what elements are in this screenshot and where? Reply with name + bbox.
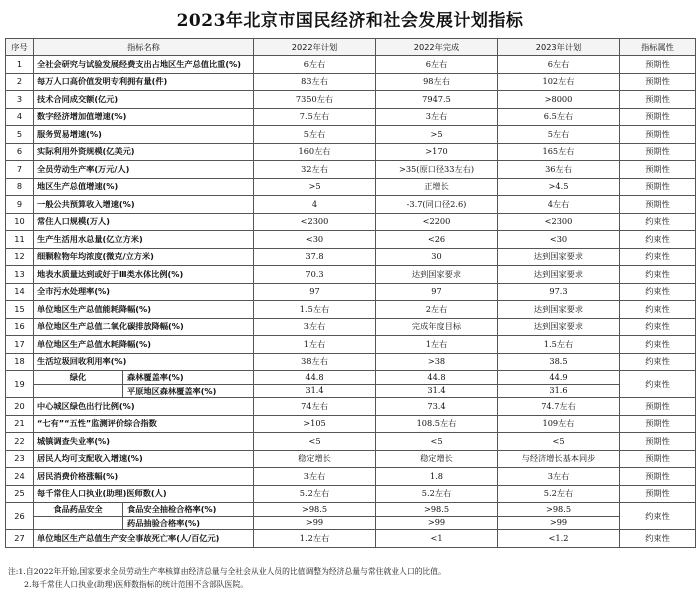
row-done-2022: >98.5 — [376, 503, 498, 517]
row-number: 26 — [6, 503, 34, 530]
table-row — [6, 398, 696, 416]
table-row — [6, 196, 696, 214]
row-plan-2023: 102左右 — [498, 73, 620, 91]
row-plan-2023: 5左右 — [498, 126, 620, 144]
row-attribute: 预期性 — [620, 161, 696, 179]
row-number: 25 — [6, 485, 34, 503]
row-sub-indicator-name: 平原地区森林覆盖率(%) — [122, 385, 253, 398]
row-indicator-name: 地区生产总值增速(%) — [34, 178, 254, 196]
row-indicator-name: 单位地区生产总值二氧化碳排放降幅(%) — [34, 318, 254, 336]
header-no: 序号 — [6, 39, 34, 56]
row-number: 22 — [6, 433, 34, 451]
table-row — [6, 143, 696, 161]
row-number: 1 — [6, 56, 34, 74]
row-attribute: 约束性 — [620, 353, 696, 371]
row-plan-2023: 3左右 — [498, 468, 620, 486]
row-attribute: 约束性 — [620, 503, 696, 530]
row-number: 5 — [6, 126, 34, 144]
table-row — [6, 213, 696, 231]
row-plan-2022: 70.3 — [254, 266, 376, 284]
row-attribute: 预期性 — [620, 56, 696, 74]
table-row — [6, 266, 696, 284]
row-number: 2 — [6, 73, 34, 91]
row-indicator-name: 每万人口高价值发明专利拥有量(件) — [34, 73, 254, 91]
row-attribute: 预期性 — [620, 91, 696, 109]
row-plan-2023: 达到国家要求 — [498, 301, 620, 319]
row-plan-2023: 4左右 — [498, 196, 620, 214]
row-indicator-name: 数字经济增加值增速(%) — [34, 108, 254, 126]
row-attribute: 约束性 — [620, 231, 696, 249]
row-plan-2022: 97 — [254, 283, 376, 301]
row-sub-indicator-name: 食品安全抽检合格率(%) — [122, 503, 253, 516]
row-indicator-name: 单位地区生产总值水耗降幅(%) — [34, 336, 254, 354]
row-plan-2022: 37.8 — [254, 248, 376, 266]
row-number: 6 — [6, 143, 34, 161]
table-row — [6, 384, 696, 398]
row-plan-2022: 31.4 — [254, 384, 376, 398]
row-done-2022: <1 — [376, 530, 498, 548]
header-name: 指标名称 — [34, 39, 254, 56]
row-indicator-name: 实际利用外资规模(亿美元) — [34, 143, 254, 161]
row-plan-2022: 7.5左右 — [254, 108, 376, 126]
row-attribute: 约束性 — [620, 248, 696, 266]
row-done-2022: <2200 — [376, 213, 498, 231]
row-plan-2022: 1左右 — [254, 336, 376, 354]
row-name-cell — [34, 371, 254, 385]
row-attribute: 约束性 — [620, 283, 696, 301]
row-plan-2022: 7350左右 — [254, 91, 376, 109]
row-done-2022: 31.4 — [376, 384, 498, 398]
row-indicator-name: “七有”“五性”监测评价综合指数 — [34, 415, 254, 433]
row-plan-2022: 83左右 — [254, 73, 376, 91]
row-plan-2022: 5.2左右 — [254, 485, 376, 503]
row-number: 3 — [6, 91, 34, 109]
row-plan-2023: <1.2 — [498, 530, 620, 548]
row-done-2022: 3左右 — [376, 108, 498, 126]
page-title: 2023年北京市国民经济和社会发展计划指标 — [176, 11, 524, 31]
row-attribute: 预期性 — [620, 415, 696, 433]
table-row — [6, 56, 696, 74]
footnote-1: 注:1.自2022年开始,国家要求全员劳动生产率核算由经济总量与全社会从业人员的比值调整为经济总量与常住就业人口的比值。 — [8, 567, 446, 576]
table-row — [6, 126, 696, 144]
row-sub-indicator-name: 森林覆盖率(%) — [122, 371, 253, 384]
row-number: 9 — [6, 196, 34, 214]
row-attribute: 约束性 — [620, 530, 696, 548]
table-row — [6, 178, 696, 196]
row-number: 24 — [6, 468, 34, 486]
row-plan-2023: >4.5 — [498, 178, 620, 196]
row-plan-2023: 达到国家要求 — [498, 248, 620, 266]
header-plan-2023: 2023年计划 — [498, 39, 620, 56]
row-number: 4 — [6, 108, 34, 126]
row-attribute: 预期性 — [620, 398, 696, 416]
row-plan-2022: <30 — [254, 231, 376, 249]
row-attribute: 预期性 — [620, 178, 696, 196]
row-indicator-name: 技术合同成交额(亿元) — [34, 91, 254, 109]
row-indicator-name: 生产生活用水总量(亿立方米) — [34, 231, 254, 249]
row-indicator-name: 全市污水处理率(%) — [34, 283, 254, 301]
row-number: 23 — [6, 450, 34, 468]
table-row — [6, 248, 696, 266]
row-done-2022: 5.2左右 — [376, 485, 498, 503]
row-plan-2023: 与经济增长基本同步 — [498, 450, 620, 468]
row-plan-2023: 44.9 — [498, 371, 620, 385]
header-attr: 指标属性 — [620, 39, 696, 56]
row-done-2022: 73.4 — [376, 398, 498, 416]
table-row — [6, 91, 696, 109]
row-indicator-name: 中心城区绿色出行比例(%) — [34, 398, 254, 416]
row-plan-2022: 6左右 — [254, 56, 376, 74]
table-row — [6, 336, 696, 354]
row-done-2022: 97 — [376, 283, 498, 301]
row-name-cell — [34, 503, 254, 517]
table-row — [6, 371, 696, 385]
table-row — [6, 503, 696, 517]
row-indicator-name: 居民消费价格涨幅(%) — [34, 468, 254, 486]
row-name-cell — [34, 516, 254, 530]
row-number: 10 — [6, 213, 34, 231]
row-group-name: 绿化 — [69, 372, 87, 382]
row-attribute: 约束性 — [620, 371, 696, 398]
row-number: 21 — [6, 415, 34, 433]
row-plan-2022: 3左右 — [254, 468, 376, 486]
header-plan-2022: 2022年计划 — [254, 39, 376, 56]
row-number: 14 — [6, 283, 34, 301]
row-plan-2023: >8000 — [498, 91, 620, 109]
row-plan-2023: 165左右 — [498, 143, 620, 161]
row-number: 11 — [6, 231, 34, 249]
row-plan-2023: 109左右 — [498, 415, 620, 433]
row-plan-2023: 1.5左右 — [498, 336, 620, 354]
row-plan-2023: 31.6 — [498, 384, 620, 398]
row-done-2022: >35(原口径33左右) — [376, 161, 498, 179]
row-plan-2023: 38.5 — [498, 353, 620, 371]
table-row — [6, 73, 696, 91]
row-plan-2022: 稳定增长 — [254, 450, 376, 468]
row-done-2022: 正增长 — [376, 178, 498, 196]
row-number: 18 — [6, 353, 34, 371]
row-attribute: 预期性 — [620, 450, 696, 468]
row-plan-2023: 36左右 — [498, 161, 620, 179]
row-attribute: 约束性 — [620, 318, 696, 336]
row-attribute: 预期性 — [620, 433, 696, 451]
row-indicator-name: 全社会研究与试验发展经费支出占地区生产总值比重(%) — [34, 56, 254, 74]
footnote-2: 2.每千常住人口执业(助理)医师数指标的统计范围不含部队医院。 — [24, 580, 249, 589]
table-row — [6, 415, 696, 433]
row-plan-2022: <5 — [254, 433, 376, 451]
row-indicator-name: 服务贸易增速(%) — [34, 126, 254, 144]
row-group-spacer — [34, 385, 122, 398]
row-indicator-name: 地表水质量达到或好于Ⅲ类水体比例(%) — [34, 266, 254, 284]
row-done-2022: >38 — [376, 353, 498, 371]
row-indicator-name: 每千常住人口执业(助理)医师数(人) — [34, 485, 254, 503]
table-row — [6, 108, 696, 126]
row-attribute: 预期性 — [620, 126, 696, 144]
row-plan-2022: >105 — [254, 415, 376, 433]
row-number: 17 — [6, 336, 34, 354]
table-row — [6, 450, 696, 468]
row-indicator-name: 单位地区生产总值生产安全事故死亡率(人/百亿元) — [34, 530, 254, 548]
row-plan-2023: <30 — [498, 231, 620, 249]
row-plan-2023: 6.5左右 — [498, 108, 620, 126]
table-row — [6, 318, 696, 336]
row-plan-2023: 97.3 — [498, 283, 620, 301]
row-done-2022: 98左右 — [376, 73, 498, 91]
row-plan-2022: >5 — [254, 178, 376, 196]
row-plan-2022: 38左右 — [254, 353, 376, 371]
table-row — [6, 283, 696, 301]
row-plan-2022: 3左右 — [254, 318, 376, 336]
row-done-2022: <26 — [376, 231, 498, 249]
row-number: 8 — [6, 178, 34, 196]
row-plan-2022: 1.2左右 — [254, 530, 376, 548]
row-plan-2022: 1.5左右 — [254, 301, 376, 319]
row-plan-2022: >99 — [254, 516, 376, 530]
row-indicator-name: 生活垃圾回收利用率(%) — [34, 353, 254, 371]
row-number: 20 — [6, 398, 34, 416]
row-done-2022: 1.8 — [376, 468, 498, 486]
row-plan-2023: <5 — [498, 433, 620, 451]
row-attribute: 预期性 — [620, 108, 696, 126]
row-indicator-name: 一般公共预算收入增速(%) — [34, 196, 254, 214]
row-attribute: 约束性 — [620, 301, 696, 319]
row-group-spacer — [34, 517, 122, 530]
row-number: 27 — [6, 530, 34, 548]
row-plan-2023: 达到国家要求 — [498, 318, 620, 336]
row-attribute: 约束性 — [620, 213, 696, 231]
row-plan-2022: 4 — [254, 196, 376, 214]
row-number: 15 — [6, 301, 34, 319]
row-number: 16 — [6, 318, 34, 336]
table-row — [6, 530, 696, 548]
row-done-2022: 完成年度目标 — [376, 318, 498, 336]
table-body — [6, 56, 696, 548]
row-done-2022: 30 — [376, 248, 498, 266]
row-done-2022: 108.5左右 — [376, 415, 498, 433]
row-plan-2023: 达到国家要求 — [498, 266, 620, 284]
row-done-2022: 达到国家要求 — [376, 266, 498, 284]
row-indicator-name: 居民人均可支配收入增速(%) — [34, 450, 254, 468]
table-row — [6, 301, 696, 319]
row-attribute: 预期性 — [620, 143, 696, 161]
row-indicator-name: 常住人口规模(万人) — [34, 213, 254, 231]
table-row — [6, 433, 696, 451]
row-sub-indicator-name: 药品抽验合格率(%) — [122, 517, 253, 530]
row-plan-2022: <2300 — [254, 213, 376, 231]
row-attribute: 预期性 — [620, 468, 696, 486]
row-plan-2022: >98.5 — [254, 503, 376, 517]
row-done-2022: >5 — [376, 126, 498, 144]
row-plan-2023: 5.2左右 — [498, 485, 620, 503]
row-done-2022: 1左右 — [376, 336, 498, 354]
row-name-cell — [34, 384, 254, 398]
row-plan-2023: >99 — [498, 516, 620, 530]
row-attribute: 预期性 — [620, 485, 696, 503]
row-indicator-name: 细颗粒物年均浓度(微克/立方米) — [34, 248, 254, 266]
row-plan-2022: 160左右 — [254, 143, 376, 161]
row-done-2022: 稳定增长 — [376, 450, 498, 468]
row-attribute: 约束性 — [620, 266, 696, 284]
row-done-2022: -3.7(同口径2.6) — [376, 196, 498, 214]
row-done-2022: 7947.5 — [376, 91, 498, 109]
row-done-2022: 6左右 — [376, 56, 498, 74]
row-indicator-name: 单位地区生产总值能耗降幅(%) — [34, 301, 254, 319]
row-plan-2022: 5左右 — [254, 126, 376, 144]
row-indicator-name: 全员劳动生产率(万元/人) — [34, 161, 254, 179]
row-number: 12 — [6, 248, 34, 266]
row-plan-2023: 6左右 — [498, 56, 620, 74]
row-attribute: 预期性 — [620, 196, 696, 214]
row-attribute: 预期性 — [620, 73, 696, 91]
row-done-2022: >170 — [376, 143, 498, 161]
row-number: 7 — [6, 161, 34, 179]
row-number: 13 — [6, 266, 34, 284]
row-number: 19 — [6, 371, 34, 398]
row-done-2022: <5 — [376, 433, 498, 451]
table-row — [6, 161, 696, 179]
row-done-2022: >99 — [376, 516, 498, 530]
row-indicator-name: 城镇调查失业率(%) — [34, 433, 254, 451]
row-plan-2023: >98.5 — [498, 503, 620, 517]
table-row — [6, 468, 696, 486]
row-plan-2023: <2300 — [498, 213, 620, 231]
indicator-table — [5, 38, 696, 548]
row-plan-2022: 32左右 — [254, 161, 376, 179]
row-plan-2023: 74.7左右 — [498, 398, 620, 416]
table-row — [6, 231, 696, 249]
row-group-name: 食品药品安全 — [53, 504, 103, 514]
row-plan-2022: 74左右 — [254, 398, 376, 416]
header-done-2022: 2022年完成 — [376, 39, 498, 56]
table-row — [6, 516, 696, 530]
table-row — [6, 485, 696, 503]
table-row — [6, 353, 696, 371]
table-header-row — [6, 39, 696, 56]
row-done-2022: 44.8 — [376, 371, 498, 385]
row-plan-2022: 44.8 — [254, 371, 376, 385]
row-done-2022: 2左右 — [376, 301, 498, 319]
row-attribute: 约束性 — [620, 336, 696, 354]
